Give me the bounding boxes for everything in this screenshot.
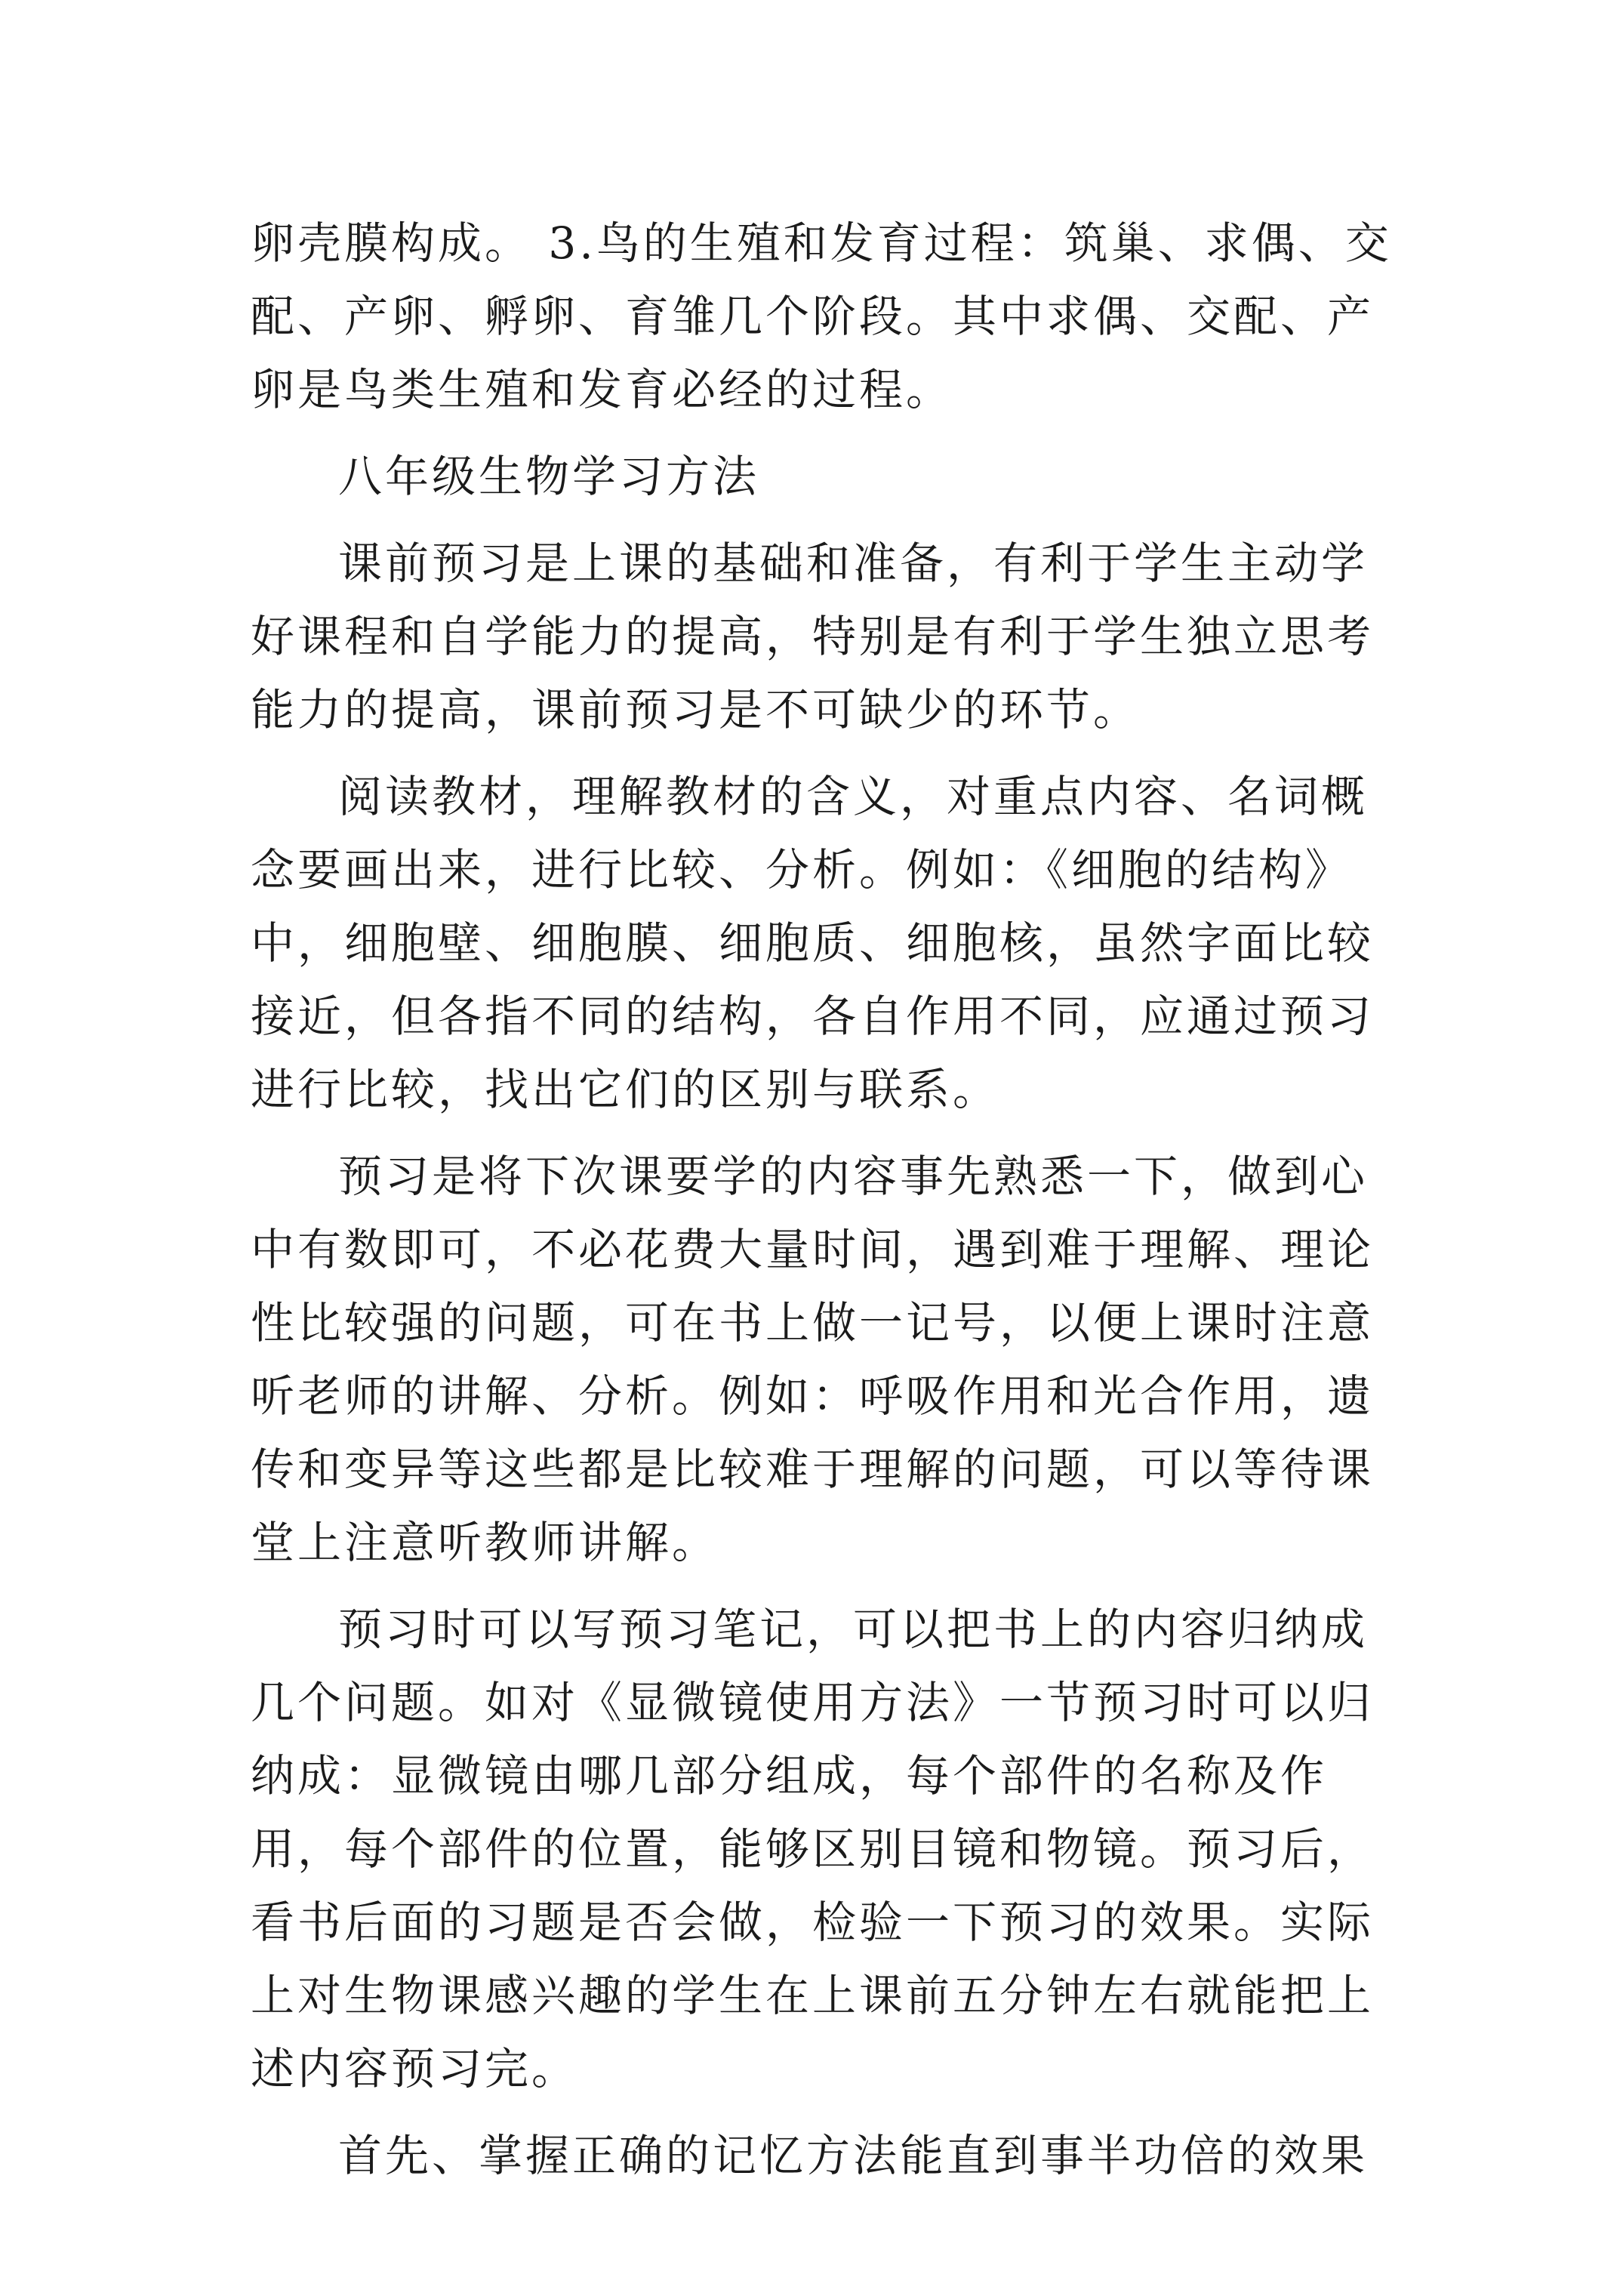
paragraph-preview-intro: 课前预习是上课的基础和准备，有利于学生主动学好课程和自学能力的提高，特别是有利于学生独立思考能力的提高，课前预习是不可缺少的环节。 (251, 538, 1375, 735)
section-heading: 八年级生物学习方法 (338, 451, 760, 502)
document-body (251, 207, 1397, 2206)
paragraph-memory-method: 首先、掌握正确的记忆方法能直到事半功倍的效果 (338, 2130, 1369, 2181)
paragraph-continuation: 卵壳膜构成。 3.鸟的生殖和发育过程：筑巢、求偶、交配、产卵、孵卵、育雏几个阶段。其中求偶、交配、产卵是鸟类生殖和发育必经的过程。 (251, 217, 1392, 415)
paragraph-reading-textbook: 阅读教材，理解教材的含义，对重点内容、名词概念要画出来，进行比较、分析。例如：《细胞的结构》中，细胞壁、细胞膜、细胞质、细胞核，虽然字面比较接近，但各指不同的结构，各自作用不同，应通过预习进行比较，找出它们的区别与联系。 (251, 771, 1375, 1115)
paragraph-preview-familiarize: 预习是将下次课要学的内容事先熟悉一下，做到心中有数即可，不必花费大量时间，遇到难于理解、理论性比较强的问题，可在书上做一记号，以便上课时注意听老师的讲解、分析。例如：呼吸作用和光合作用，遗传和变异等这些都是比较难于理解的问题，可以等待课堂上注意听教师讲解。 (251, 1151, 1375, 1568)
paragraph-preview-notes: 预习时可以写预习笔记，可以把书上的内容归纳成几个问题。如对《显微镜使用方法》一节预习时可以归纳成：显微镜由哪几部分组成，每个部件的名称及作用，每个部件的位置，能够区别目镜和物镜。预习后，看书后面的习题是否会做，检验一下预习的效果。实际上对生物课感兴趣的学生在上课前五分钟左右就能把上述内容预习完。 (251, 1604, 1375, 2094)
